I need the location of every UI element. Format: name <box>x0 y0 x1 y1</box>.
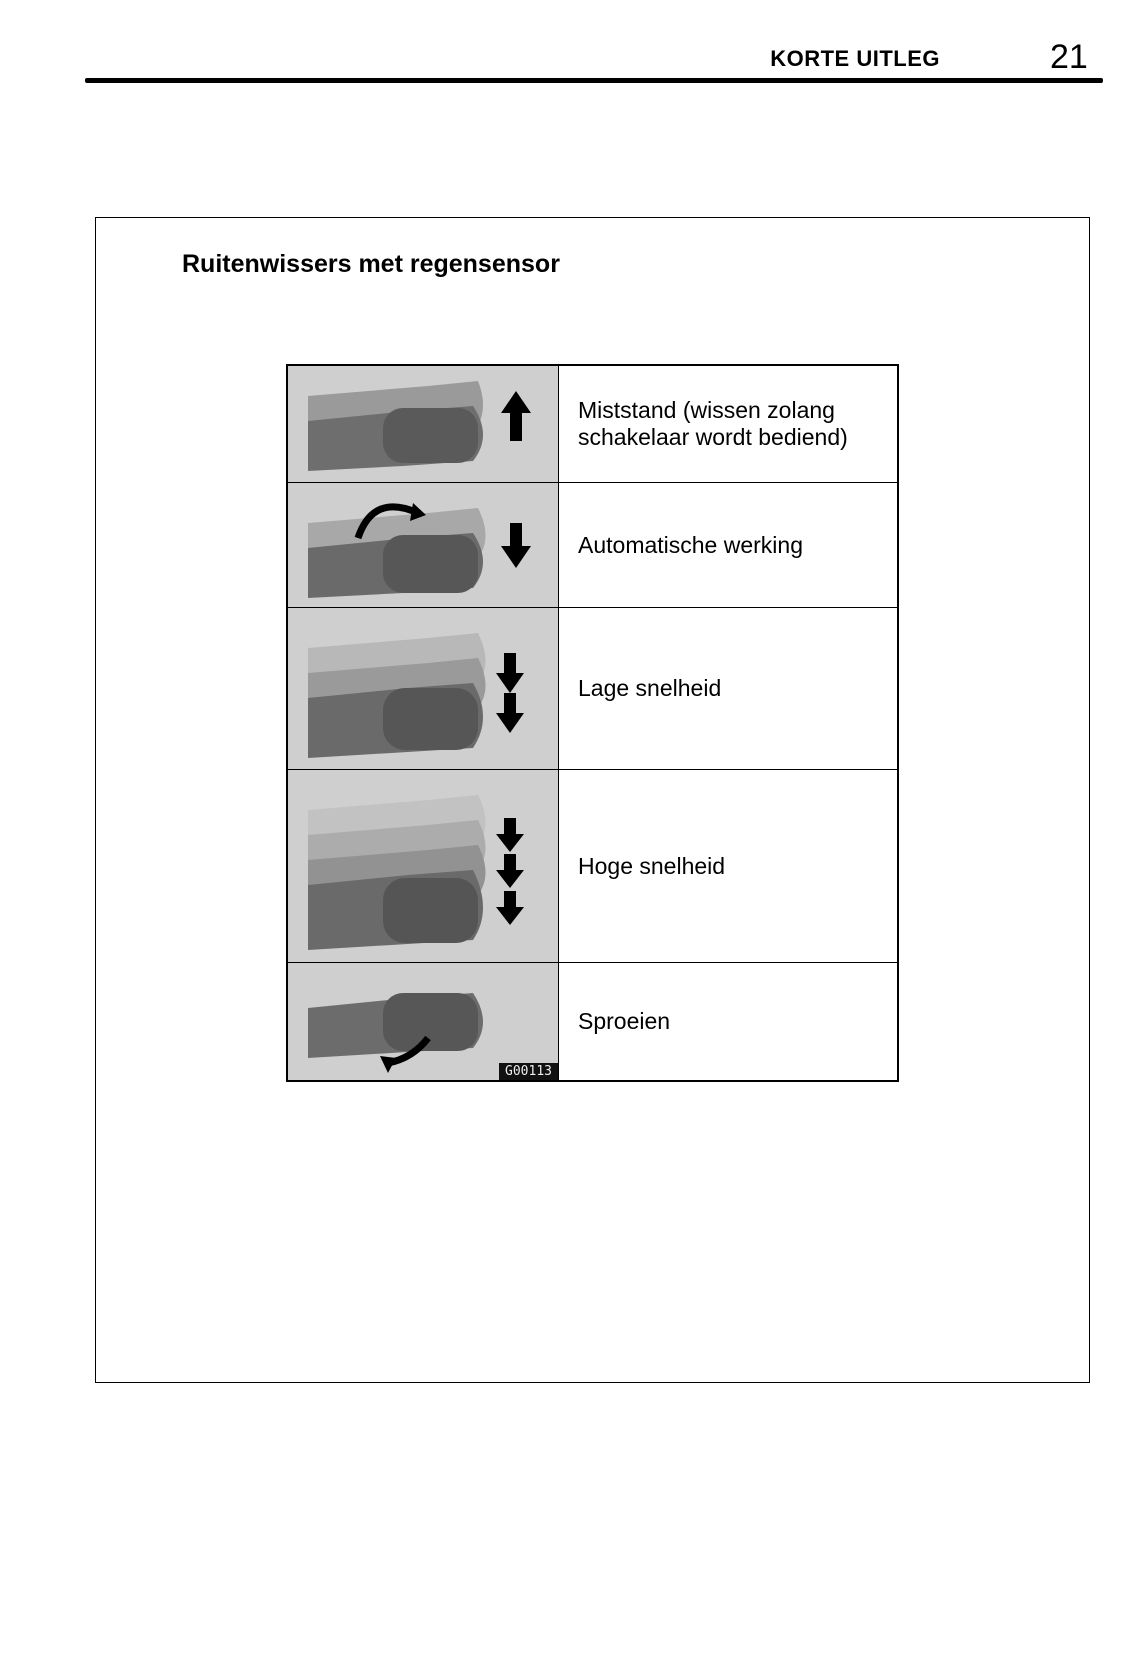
figure-code: G00113 <box>499 1063 558 1080</box>
arrow-up-icon <box>501 391 531 441</box>
wiper-lever-illustration <box>288 963 559 1080</box>
table-row <box>288 482 897 607</box>
arrow-down-icon <box>501 523 531 568</box>
table-row <box>288 769 897 962</box>
arrow-down-double-icon <box>496 653 524 733</box>
table-row <box>288 962 897 1080</box>
header-section-title: KORTE UITLEG <box>770 46 940 71</box>
row-description: Automatische werking <box>578 531 803 558</box>
table-row <box>288 607 897 769</box>
header-rule <box>85 78 1103 83</box>
section-title: Ruitenwissers met regensensor <box>182 250 560 278</box>
table-row <box>288 366 897 482</box>
wiper-lever-illustration <box>288 483 559 607</box>
wiper-lever-illustration <box>288 770 559 962</box>
arrow-down-triple-icon <box>496 818 524 925</box>
wiper-lever-illustration <box>288 608 559 769</box>
row-description: Lage snelheid <box>578 675 722 701</box>
row-description: Miststand (wissen zolang schakelaar wordt bediend) <box>578 397 848 450</box>
row-description: Sproeien <box>578 1008 671 1034</box>
row-description: Hoge snelheid <box>578 852 726 879</box>
wiper-modes-table <box>286 364 899 1082</box>
page-number: 21 <box>1050 38 1088 76</box>
wiper-lever-illustration <box>288 366 559 482</box>
